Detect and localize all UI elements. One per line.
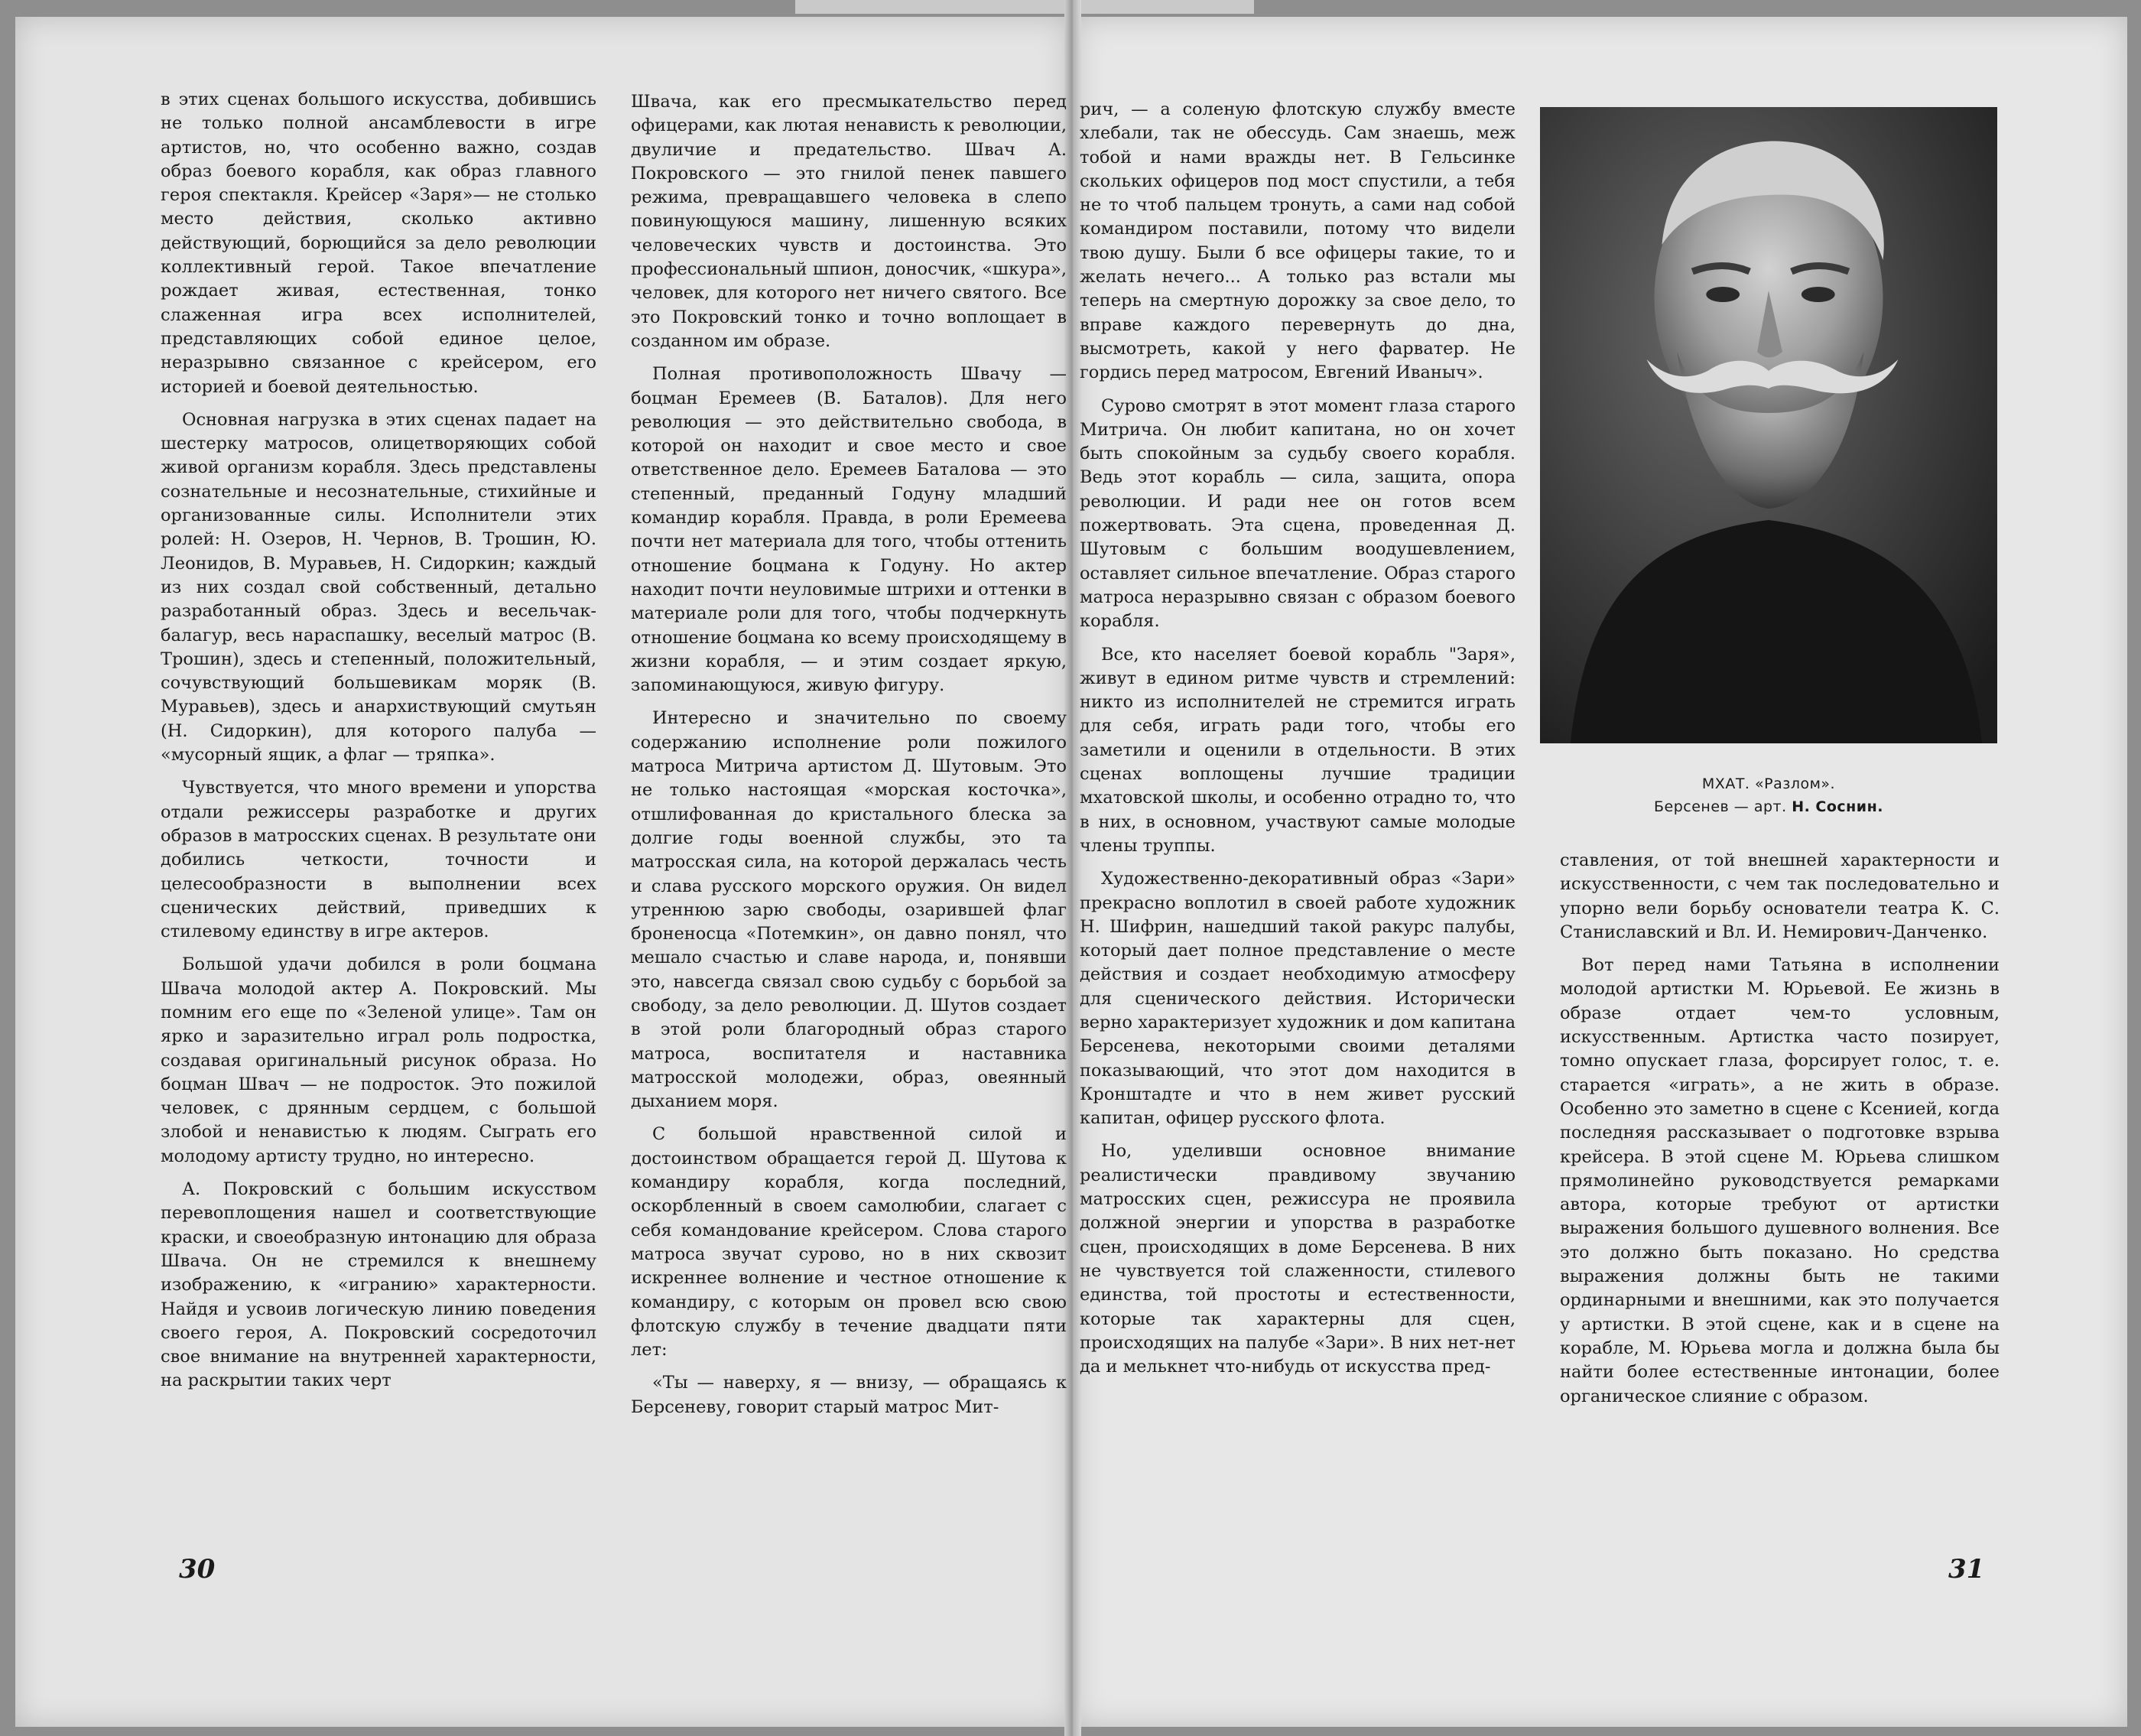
caption-actor-name: Н. Соснин.: [1792, 798, 1883, 815]
page-top-edge: [795, 0, 1254, 14]
caption-role: Берсенев — арт.: [1654, 798, 1787, 815]
paragraph: ставления, от той внешней характерности и искусственности, с чем так последовательно и упорно вели борьбу основатели театра К. С. Станиславский и Вл. И. Немирович-Данченко.: [1560, 850, 2000, 942]
page-number-left: 30: [179, 1554, 216, 1585]
paragraph: Чувствуется, что много времени и упорства отдали режиссеры разработке и других образов в матросских сценах. В результате они добились четкости, точности и целесообразности в выполнении всех сценических действий, приведших к стилевому единству в игре актеров.: [161, 778, 596, 942]
paragraph: рич, — а соленую флотскую службу вместе хлебали, так не обессудь. Сам знаешь, меж тобой и нами вражды нет. В Гельсинке скольких офицеров под мост спустили, а тебя не то чтоб пальцем тронуть, а сами над собой командиром поставили, потому что видели твою душу. Были б все офицеры такие, то и желать нечего... А только раз встали мы теперь на смертную дорожку за свое дело, то вправе каждого перевернуть до дна, высмотреть, какой у него фарватер. Не гордись перед матросом, Евгений Иваныч».: [1080, 99, 1516, 383]
paragraph: С большой нравственной силой и достоинством обращается герой Д. Шутова к командиру корабля, когда последний, оскорбленный в своем самолюбии, слагает с себя командование крейсером. Слова старого матроса звучат сурово, но в них сквозит искреннее волнение и честное отношение к командиру, с которым он провел всю свою флотскую службу в течение двадцати пяти лет:: [631, 1124, 1067, 1361]
page-number-right: 31: [1948, 1554, 1985, 1585]
column-1: [161, 88, 596, 1403]
caption-line-2: [1540, 795, 1997, 818]
paragraph: А. Покровский с большим искусством перевоплощения нашел и соответствующие краски, и своеобразную интонацию для образа Швача. Он не стремился к внешнему изображению, к «игранию» характерности. Найдя и усвоив логическую линию поведения своего героя, А. Покровский сосредоточил свое внимание на внутренней характерности, на раскрытии таких черт: [161, 1179, 596, 1391]
column-3: [1080, 98, 1516, 1388]
photo-caption: [1540, 772, 1997, 818]
column-4: [1560, 849, 2000, 1418]
paragraph: Сурово смотрят в этот момент глаза старого Митрича. Он любит капитана, но он хочет быть спокойным за судьбу своего корабля. Ведь этот корабль — сила, защита, опора революции. И ради нее он готов всем пожертвовать. Эта сцена, проведенная Д. Шутовым с большим воодушевлением, оставляет сильное впечатление. Образ старого матроса неразрывно связан с образом боевого корабля.: [1080, 395, 1516, 632]
paragraph: Основная нагрузка в этих сценах падает на шестерку матросов, олицетворяющих собой живой организм корабля. Здесь представлены сознательные и несознательные, стихийные и организованные силы. Исполнители этих ролей: Н. Озеров, Н. Чернов, В. Трошин, Ю. Леонидов, В. Муравьев, Н. Сидоркин; каждый из них создал свой собственный, детально разработанный образ. Здесь и весельчак-балагур, весь нараспашку, веселый матрос (В. Трошин), здесь и степенный, положительный, сочувствующий большевикам моряк (В. Муравьев), здесь и анархиствующий смутьян (Н. Сидоркин), для которого палуба — «мусорный ящик, а флаг — тряпка».: [161, 409, 596, 766]
paragraph: Художественно-декоративный образ «Зари» прекрасно воплотил в своей работе художник Н. Шифрин, нашедший такой ракурс палубы, который дает полное представление о месте действия и создает необходимую атмосферу для сценического действия. Исторически верно характеризует художник и дом капитана Берсенева, некоторыми своими деталями показывающий, что этот дом находится в Кронштадте и что в нем живет русский капитан, офицер русского флота.: [1080, 869, 1516, 1129]
paragraph: Швача, как его пресмыкательство перед офицерами, как лютая ненависть к революции, двуличие и предательство. Швач А. Покровского — это гнилой пенек павшего режима, превращавшего человека в слепо повинующуюся машину, лишенную всяких человеческих чувств и достоинства. Это профессиональный шпион, доносчик, «шкура», человек, для которого нет ничего святого. Все это Покровский тонко и точно воплощает в созданном им образе.: [631, 92, 1067, 351]
paragraph: «Ты — наверху, я — внизу, — обращаясь к Берсеневу, говорит старый матрос Мит-: [631, 1373, 1067, 1417]
paragraph: Все, кто населяет боевой корабль "Заря», живут в едином ритме чувств и стремлений: никто из исполнителей не стремится играть для себя, играть ради того, чтобы его заметили и оценили в отдельности. В этих сценах воплощены лучшие традиции мхатовской школы, и особенно отрадно то, что в них, в основном, участвуют самые молодые члены труппы.: [1080, 644, 1516, 856]
caption-line-1: МХАТ. «Разлом».: [1701, 775, 1836, 792]
paragraph: Большой удачи добился в роли боцмана Швача молодой актер А. Покровский. Мы помним его еще по «Зеленой улице». Там он ярко и заразительно играл роль подростка, создавая оригинальный рисунок образа. Но боцман Швач — не подросток. Это пожилой человек, с дрянным сердцем, с большой злобой и ненавистью к людям. Сыграть его молодому артисту трудно, но интересно.: [161, 954, 596, 1166]
book-gutter: [1064, 0, 1081, 1736]
paragraph: в этих сценах большого искусства, добившись не только полной ансамблевости в игре артистов, но, что особенно важно, создав образ боевого корабля, как образ главного героя спектакля. Крейсер «Заря»— не столько место действия, сколько активно действующий, борющийся за дело революции коллективный герой. Такое впечатление рождает живая, естественная, тонко слаженная игра всех исполнителей, представляющих собой единое целое, неразрывно связанное с крейсером, его историей и боевой деятельностью.: [161, 89, 596, 397]
column-2: [631, 90, 1067, 1429]
portrait-illustration: [1540, 107, 1997, 743]
portrait-photo: [1540, 107, 1997, 743]
paragraph: Но, уделивши основное внимание реалистически правдивому звучанию матросских сцен, режиссура не проявила должной энергии и упорства в разработке сцен, происходящих в доме Берсенева. В них не чувствуется той слаженности, стилевого единства, той простоты и естественности, которые так характерны для сцен, происходящих на палубе «Зари». В них нет-нет да и мелькнет что-нибудь от искусства пред-: [1080, 1141, 1516, 1377]
paragraph: Вот перед нами Татьяна в исполнении молодой артистки М. Юрьевой. Ее жизнь в образе отдает чем-то условным, искусственным. Артистка часто позирует, томно опускает глаза, форсирует голос, т. е. старается «играть», а не жить в образе. Особенно это заметно в сцене с Ксенией, когда последняя рассказывает о подготовке взрыва крейсера. В этой сцене М. Юрьева слишком прямолинейно руководствуется ремарками автора, которые требуют от артистки выражения большого душевного волнения. Все это должно быть показано. Но средства выражения должны быть не такими ординарными и внешними, как это получается у артистки. В этой сцене, как и в сцене на корабле, М. Юрьева могла и должна была бы найти более естественные интонации, более органическое слияние с образом.: [1560, 955, 2000, 1406]
paragraph: Интересно и значительно по своему содержанию исполнение роли пожилого матроса Митрича артистом Д. Шутовым. Это не только настоящая «морская косточка», отшлифованная до кристального блеска за долгие годы военной службы, это та матросская сила, на которой держалась честь и слава русского морского оружия. Он видел утреннюю зарю свободы, озарившей флаг броненосца «Потемкин», он давно понял, что мешало счастью и славе народа, и, понявши это, навсегда связал свою судьбу с борьбой за свободу, за дело революции. Д. Шутов создает в этой роли благородный образ старого матроса, воспитателя и наставника матросской молодежи, образ, овеянный дыханием моря.: [631, 708, 1067, 1112]
paragraph: Полная противоположность Швачу — боцман Еремеев (В. Баталов). Для него революция — это действительно свобода, в которой он находит и свое место и свое ответственное дело. Еремеев Баталова — это степенный, преданный Годуну младший командир корабля. Правда, в роли Еремеева почти нет материала для того, чтобы оттенить отношение боцмана к Годуну. Но актер находит почти неуловимые штрихи и оттенки в материале роли для того, чтобы подчеркнуть отношение боцмана ко всему происходящему в жизни корабля, — и этим создает яркую, запоминающуюся, живую фигуру.: [631, 364, 1067, 696]
